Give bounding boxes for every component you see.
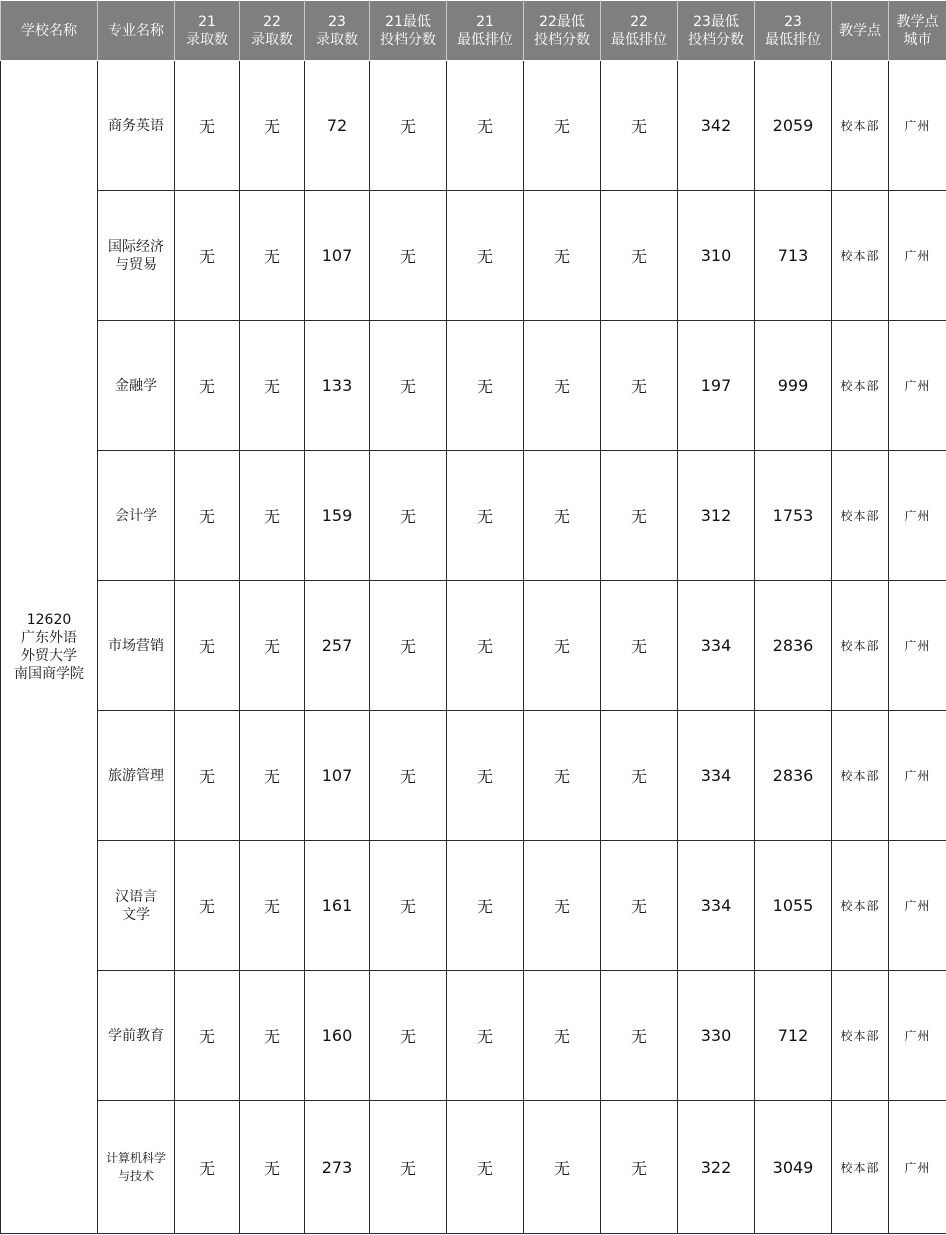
city-cell: 广州 (889, 711, 946, 841)
header-min-score-21 (370, 1, 447, 61)
campus-cell: 校本部 (832, 451, 889, 581)
major-cell (98, 841, 175, 971)
table-row (1, 451, 946, 581)
header-line: 录取数 (251, 31, 293, 48)
header-line: 录取数 (316, 31, 358, 48)
school-cell (1, 61, 98, 1234)
header-line: 投档分数 (380, 31, 436, 48)
min-rank-23-cell: 3049 (755, 1101, 832, 1234)
school-code: 12620 (26, 612, 72, 628)
min-score-23-cell: 312 (678, 451, 755, 581)
min-score-22-cell: 无 (524, 61, 601, 191)
header-min-rank-21 (447, 1, 524, 61)
campus-cell: 校本部 (832, 971, 889, 1101)
admitted-23-cell: 257 (305, 581, 370, 711)
header-admitted-22 (240, 1, 305, 61)
min-rank-23-cell: 713 (755, 191, 832, 321)
admitted-21-cell: 无 (175, 1101, 240, 1234)
major-cell (98, 581, 175, 711)
major-name: 文学 (122, 906, 150, 923)
min-rank-21-cell: 无 (447, 321, 524, 451)
min-score-21-cell: 无 (370, 711, 447, 841)
campus-cell: 校本部 (832, 581, 889, 711)
campus-cell: 校本部 (832, 61, 889, 191)
header-line: 22 (630, 13, 648, 30)
header-line: 23最低 (693, 13, 739, 30)
min-rank-21-cell: 无 (447, 971, 524, 1101)
min-score-23-cell: 334 (678, 581, 755, 711)
major-name: 汉语言 (115, 888, 157, 905)
min-rank-22-cell: 无 (601, 711, 678, 841)
header-line: 最低排位 (765, 31, 821, 48)
header-min-rank-22 (601, 1, 678, 61)
min-score-23-cell: 330 (678, 971, 755, 1101)
header-line: 最低排位 (611, 31, 667, 48)
major-name: 与技术 (117, 1169, 154, 1183)
header-admitted-21 (175, 1, 240, 61)
admitted-23-cell: 133 (305, 321, 370, 451)
min-score-23-cell: 334 (678, 711, 755, 841)
min-score-21-cell: 无 (370, 971, 447, 1101)
school-name-line: 外贸大学 (21, 648, 77, 664)
table-row (1, 321, 946, 451)
major-name: 旅游管理 (108, 767, 164, 784)
major-name: 市场营销 (108, 637, 164, 654)
major-name: 学前教育 (108, 1027, 164, 1044)
header-min-score-22 (524, 1, 601, 61)
city-cell: 广州 (889, 971, 946, 1101)
header-major-name (98, 1, 175, 61)
min-rank-21-cell: 无 (447, 451, 524, 581)
min-rank-21-cell: 无 (447, 191, 524, 321)
min-score-22-cell: 无 (524, 1101, 601, 1234)
min-rank-21-cell: 无 (447, 711, 524, 841)
min-rank-21-cell: 无 (447, 1101, 524, 1234)
table-row (1, 581, 946, 711)
min-score-21-cell: 无 (370, 321, 447, 451)
header-line: 录取数 (186, 31, 228, 48)
table-row (1, 61, 946, 191)
min-score-23-cell: 342 (678, 61, 755, 191)
header-line: 学校名称 (21, 22, 77, 39)
header-line: 22 (263, 13, 281, 30)
header-line: 投档分数 (534, 31, 590, 48)
header-line: 21最低 (385, 13, 431, 30)
major-name: 金融学 (115, 377, 157, 394)
header-line: 23 (784, 13, 802, 30)
header-line: 投档分数 (688, 31, 744, 48)
admitted-23-cell: 107 (305, 191, 370, 321)
table-row (1, 1101, 946, 1234)
min-rank-23-cell: 999 (755, 321, 832, 451)
header-line: 城市 (903, 31, 932, 48)
min-rank-23-cell: 1753 (755, 451, 832, 581)
header-line: 21 (476, 13, 494, 30)
min-score-22-cell: 无 (524, 841, 601, 971)
min-score-21-cell: 无 (370, 451, 447, 581)
min-rank-22-cell: 无 (601, 191, 678, 321)
admitted-22-cell: 无 (240, 711, 305, 841)
admitted-21-cell: 无 (175, 451, 240, 581)
major-cell (98, 61, 175, 191)
header-line: 22最低 (539, 13, 585, 30)
city-cell: 广州 (889, 1101, 946, 1234)
header-line: 21 (198, 13, 216, 30)
min-rank-23-cell: 2836 (755, 581, 832, 711)
min-rank-21-cell: 无 (447, 841, 524, 971)
min-score-21-cell: 无 (370, 841, 447, 971)
header-min-rank-23 (755, 1, 832, 61)
admitted-21-cell: 无 (175, 191, 240, 321)
campus-cell: 校本部 (832, 841, 889, 971)
table-row (1, 971, 946, 1101)
header-campus (832, 1, 889, 61)
school-name-line: 南国商学院 (14, 666, 84, 682)
min-score-21-cell: 无 (370, 61, 447, 191)
min-score-23-cell: 334 (678, 841, 755, 971)
min-rank-23-cell: 1055 (755, 841, 832, 971)
campus-cell: 校本部 (832, 711, 889, 841)
major-cell (98, 1101, 175, 1234)
min-rank-22-cell: 无 (601, 321, 678, 451)
campus-cell: 校本部 (832, 1101, 889, 1234)
admitted-21-cell: 无 (175, 581, 240, 711)
min-score-23-cell: 310 (678, 191, 755, 321)
min-score-23-cell: 197 (678, 321, 755, 451)
min-score-22-cell: 无 (524, 711, 601, 841)
min-rank-23-cell: 712 (755, 971, 832, 1101)
header-line: 最低排位 (457, 31, 513, 48)
major-cell (98, 971, 175, 1101)
admitted-21-cell: 无 (175, 711, 240, 841)
major-name: 计算机科学 (105, 1151, 166, 1165)
header-line: 教学点 (896, 13, 939, 30)
major-name: 与贸易 (115, 256, 157, 273)
admitted-22-cell: 无 (240, 61, 305, 191)
min-rank-21-cell: 无 (447, 581, 524, 711)
header-min-score-23 (678, 1, 755, 61)
min-rank-22-cell: 无 (601, 451, 678, 581)
min-rank-22-cell: 无 (601, 971, 678, 1101)
major-name: 会计学 (115, 507, 157, 524)
min-score-22-cell: 无 (524, 451, 601, 581)
min-score-22-cell: 无 (524, 581, 601, 711)
header-line: 专业名称 (108, 22, 164, 39)
major-name: 国际经济 (108, 238, 164, 255)
city-cell: 广州 (889, 61, 946, 191)
min-score-21-cell: 无 (370, 581, 447, 711)
header-line: 教学点 (839, 22, 881, 39)
header-line: 23 (328, 13, 346, 30)
header-row (1, 1, 946, 61)
admitted-22-cell: 无 (240, 841, 305, 971)
admitted-22-cell: 无 (240, 1101, 305, 1234)
admitted-21-cell: 无 (175, 971, 240, 1101)
min-score-22-cell: 无 (524, 191, 601, 321)
major-cell (98, 711, 175, 841)
min-score-22-cell: 无 (524, 971, 601, 1101)
admitted-22-cell: 无 (240, 971, 305, 1101)
min-rank-21-cell: 无 (447, 61, 524, 191)
min-score-21-cell: 无 (370, 1101, 447, 1234)
admitted-22-cell: 无 (240, 321, 305, 451)
city-cell: 广州 (889, 191, 946, 321)
min-rank-23-cell: 2836 (755, 711, 832, 841)
major-name: 商务英语 (108, 117, 164, 134)
min-rank-22-cell: 无 (601, 1101, 678, 1234)
campus-cell: 校本部 (832, 191, 889, 321)
city-cell: 广州 (889, 581, 946, 711)
major-cell (98, 451, 175, 581)
min-rank-22-cell: 无 (601, 841, 678, 971)
admitted-23-cell: 160 (305, 971, 370, 1101)
min-rank-23-cell: 2059 (755, 61, 832, 191)
major-cell (98, 191, 175, 321)
admitted-23-cell: 72 (305, 61, 370, 191)
table-row (1, 711, 946, 841)
school-name-line: 广东外语 (21, 630, 77, 646)
min-rank-22-cell: 无 (601, 61, 678, 191)
min-rank-22-cell: 无 (601, 581, 678, 711)
min-score-21-cell: 无 (370, 191, 447, 321)
admitted-21-cell: 无 (175, 841, 240, 971)
city-cell: 广州 (889, 321, 946, 451)
header-campus-city (889, 1, 946, 61)
admitted-22-cell: 无 (240, 451, 305, 581)
admitted-23-cell: 107 (305, 711, 370, 841)
table-row (1, 191, 946, 321)
admitted-22-cell: 无 (240, 581, 305, 711)
min-score-23-cell: 322 (678, 1101, 755, 1234)
admitted-23-cell: 161 (305, 841, 370, 971)
admitted-22-cell: 无 (240, 191, 305, 321)
admitted-23-cell: 273 (305, 1101, 370, 1234)
admitted-21-cell: 无 (175, 61, 240, 191)
header-admitted-23 (305, 1, 370, 61)
header-school-name (1, 1, 98, 61)
city-cell: 广州 (889, 841, 946, 971)
table-row (1, 841, 946, 971)
major-cell (98, 321, 175, 451)
admitted-21-cell: 无 (175, 321, 240, 451)
min-score-22-cell: 无 (524, 321, 601, 451)
admitted-23-cell: 159 (305, 451, 370, 581)
campus-cell: 校本部 (832, 321, 889, 451)
city-cell: 广州 (889, 451, 946, 581)
